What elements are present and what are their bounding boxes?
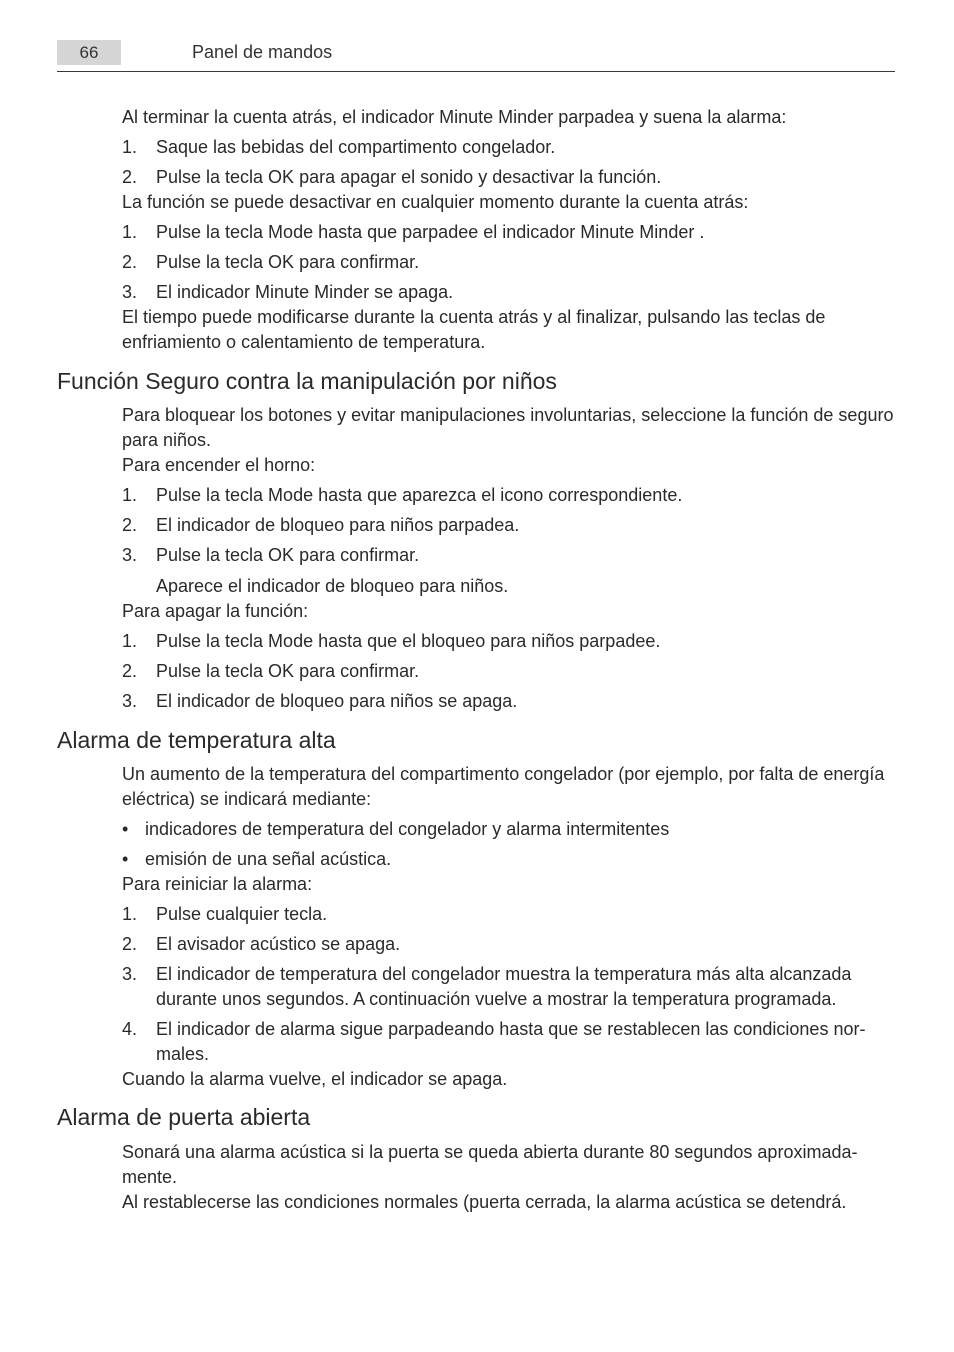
list-text: El avisador acústico se apaga. <box>156 934 401 954</box>
list-number: 1. <box>122 137 138 157</box>
paragraph: Al restablecerse las condiciones normales (puerta cerrada, la alarma acústica se detendrá. <box>122 1192 847 1212</box>
list-text: El indicador de alarma sigue parpadeando hasta que se restablecen las condiciones nor-males. <box>156 1019 866 1064</box>
list-number: 3. <box>122 691 138 711</box>
paragraph: La función se puede desactivar en cualquier momento durante la cuenta atrás: <box>122 192 749 212</box>
list-number: 1. <box>122 631 138 651</box>
list-number: 2. <box>122 934 138 954</box>
list-number: 3. <box>122 964 138 984</box>
list-number: 3. <box>122 545 138 565</box>
list-text: Pulse cualquier tecla. <box>156 904 328 924</box>
bullet-icon: • <box>122 849 129 869</box>
list-number: 2. <box>122 252 138 272</box>
section-heading-high-temp-alarm: Alarma de temperatura alta <box>57 727 336 753</box>
list-text: Saque las bebidas del compartimento congelador. <box>156 137 556 157</box>
list-number: 1. <box>122 904 138 924</box>
list-text: El indicador de temperatura del congelador muestra la temperatura más alta alcanzada durante unos segundos. A continuación vuelve a mostrar la temperatura programada. <box>156 964 852 1009</box>
list-number: 1. <box>122 485 138 505</box>
bullet-text: indicadores de temperatura del congelador y alarma intermitentes <box>145 819 670 839</box>
list-number: 1. <box>122 222 138 242</box>
list-text: Pulse la tecla Mode hasta que el bloqueo para niños parpadee. <box>156 631 661 651</box>
list-number: 3. <box>122 282 138 302</box>
paragraph: Para apagar la función: <box>122 601 309 621</box>
paragraph: Un aumento de la temperatura del compartimento congelador (por ejemplo, por falta de energía eléctrica) se indicará mediante: <box>122 764 885 809</box>
paragraph: Para reiniciar la alarma: <box>122 874 313 894</box>
list-text: Pulse la tecla Mode hasta que parpadee el indicador Minute Minder . <box>156 222 705 242</box>
page-number: 66 <box>57 40 121 65</box>
paragraph: Sonará una alarma acústica si la puerta se queda abierta durante 80 segundos aproximada-mente. <box>122 1142 858 1187</box>
section-heading-door-alarm: Alarma de puerta abierta <box>57 1104 311 1130</box>
paragraph: Para encender el horno: <box>122 455 316 475</box>
list-number: 2. <box>122 661 138 681</box>
list-text: Pulse la tecla OK para apagar el sonido y desactivar la función. <box>156 167 662 187</box>
paragraph: El tiempo puede modificarse durante la cuenta atrás y al finalizar, pulsando las teclas de enfriamiento o calentamiento de temperatura. <box>122 307 826 352</box>
page-header <box>57 40 895 72</box>
list-text: El indicador Minute Minder se apaga. <box>156 282 454 302</box>
paragraph: Al terminar la cuenta atrás, el indicador Minute Minder parpadea y suena la alarma: <box>122 107 787 127</box>
list-text: Pulse la tecla OK para confirmar. <box>156 252 420 272</box>
list-number: 2. <box>122 515 138 535</box>
list-text: Pulse la tecla OK para confirmar. <box>156 661 420 681</box>
list-text: Pulse la tecla Mode hasta que aparezca el icono correspondiente. <box>156 485 683 505</box>
paragraph: Cuando la alarma vuelve, el indicador se apaga. <box>122 1069 508 1089</box>
list-number: 2. <box>122 167 138 187</box>
list-text: El indicador de bloqueo para niños parpadea. <box>156 515 520 535</box>
list-text: Aparece el indicador de bloqueo para niños. <box>156 576 509 596</box>
list-number: 4. <box>122 1019 138 1039</box>
bullet-text: emisión de una señal acústica. <box>145 849 392 869</box>
bullet-icon: • <box>122 819 129 839</box>
running-section-title: Panel de mandos <box>192 42 333 62</box>
paragraph: Para bloquear los botones y evitar manipulaciones involuntarias, seleccione la función de seguro para niños. <box>122 405 894 450</box>
list-text: Pulse la tecla OK para confirmar. <box>156 545 420 565</box>
section-heading-child-lock: Función Seguro contra la manipulación por niños <box>57 368 557 394</box>
list-text: El indicador de bloqueo para niños se apaga. <box>156 691 518 711</box>
